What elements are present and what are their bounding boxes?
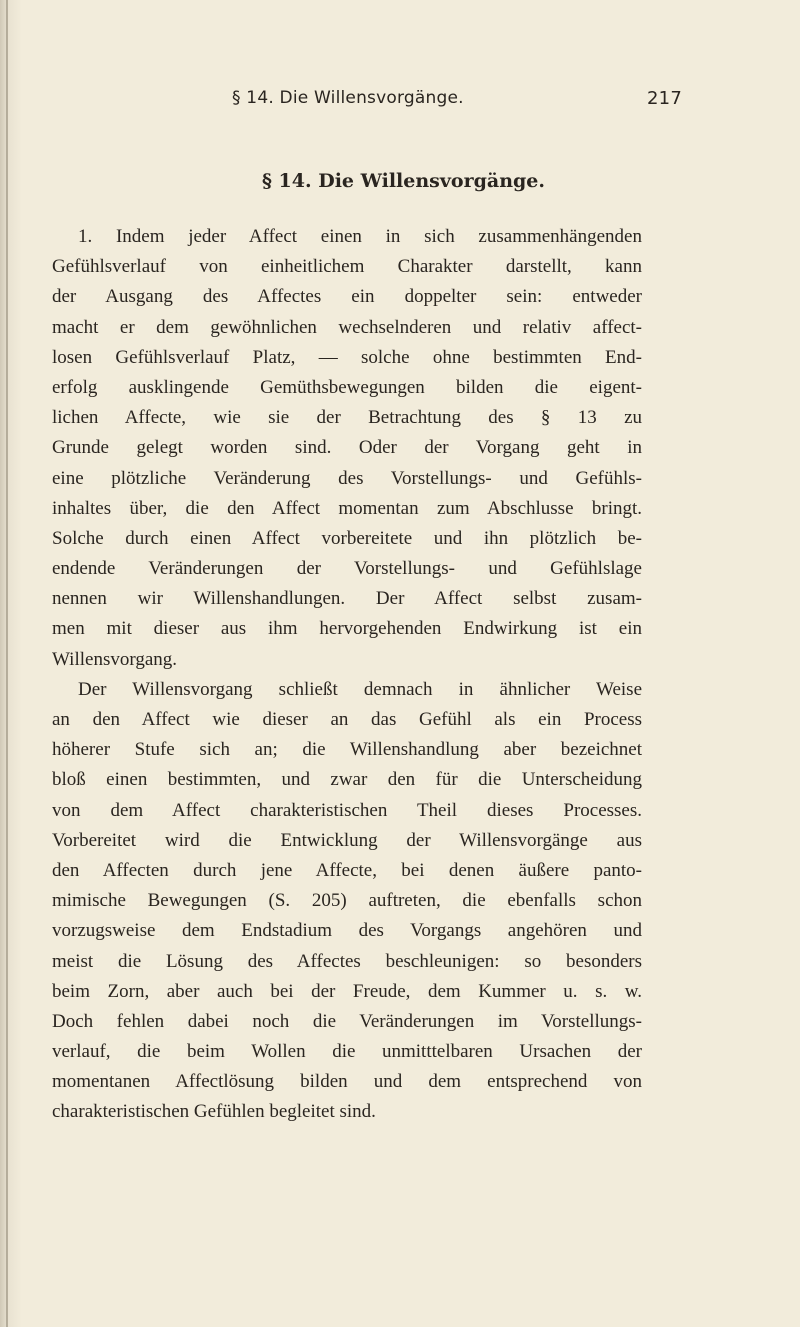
running-head [232, 88, 682, 114]
text-line: bloß einen bestimmten, und zwar den für die Unterscheidung [52, 769, 642, 791]
paragraph-1 [52, 222, 642, 675]
text-line: von dem Affect charakteristischen Theil dieses Processes. [52, 799, 642, 821]
page-number: 217 [647, 88, 682, 109]
text-line: Vorbereitet wird die Entwicklung der Willensvorgänge aus [52, 829, 642, 851]
body-text [52, 222, 642, 1128]
text-line: der Ausgang des Affectes ein doppelter sein: entweder [52, 286, 642, 308]
paragraph-2 [52, 675, 642, 1128]
text-line: Gefühlsverlauf von einheitlichem Charakter darstellt, kann [52, 256, 642, 278]
text-line: Willensvorgang. [52, 648, 178, 670]
text-line: mimische Bewegungen (S. 205) auftreten, die ebenfalls schon [52, 890, 642, 912]
text-line: macht er dem gewöhnlichen wechselnderen und relativ affect- [52, 316, 642, 338]
text-line: Doch fehlen dabei noch die Veränderungen im Vorstellungs- [52, 1010, 642, 1032]
text-line: nennen wir Willenshandlungen. Der Affect selbst zusam- [52, 588, 642, 610]
text-line: momentanen Affectlösung bilden und dem entsprechend von [52, 1071, 642, 1093]
text-line: losen Gefühlsverlauf Platz, — solche ohne bestimmten End- [52, 346, 642, 368]
text-line: eine plötzliche Veränderung des Vorstellungs- und Gefühls- [52, 467, 642, 489]
text-line: beim Zorn, aber auch bei der Freude, dem Kummer u. s. w. [52, 980, 642, 1002]
text-line: Der Willensvorgang schließt demnach in ähnlicher Weise [78, 678, 642, 700]
text-line: verlauf, die beim Wollen die unmitttelbaren Ursachen der [52, 1041, 642, 1063]
text-line: lichen Affecte, wie sie der Betrachtung des § 13 zu [52, 407, 642, 429]
text-line: Grunde gelegt worden sind. Oder der Vorgang geht in [52, 437, 642, 459]
text-line: men mit dieser aus ihm hervorgehenden Endwirkung ist ein [52, 618, 642, 640]
page-gutter-shadow [6, 0, 8, 1327]
text-line: endende Veränderungen der Vorstellungs- und Gefühlslage [52, 558, 642, 580]
text-line: meist die Lösung des Affectes beschleunigen: so besonders [52, 950, 642, 972]
text-line: erfolg ausklingende Gemüthsbewegungen bilden die eigent- [52, 376, 642, 398]
text-line: inhaltes über, die den Affect momentan zum Abschlusse bringt. [52, 497, 642, 519]
text-line: Solche durch einen Affect vorbereitete und ihn plötzlich be- [52, 527, 642, 549]
text-line: an den Affect wie dieser an das Gefühl als ein Process [52, 709, 642, 730]
text-line: vorzugsweise dem Endstadium des Vorgangs angehören und [52, 920, 642, 942]
running-head-title: § 14. Die Willensvorgänge. [232, 88, 464, 108]
text-line: 1. Indem jeder Affect einen in sich zusammenhängenden [78, 226, 642, 247]
text-line: höherer Stufe sich an; die Willenshandlung aber bezeichnet [52, 739, 642, 761]
section-title: § 14. Die Willensvorgänge. [262, 170, 545, 192]
text-line: charakteristischen Gefühlen begleitet sind. [52, 1101, 376, 1123]
text-line: den Affecten durch jene Affecte, bei denen äußere panto- [52, 859, 642, 881]
